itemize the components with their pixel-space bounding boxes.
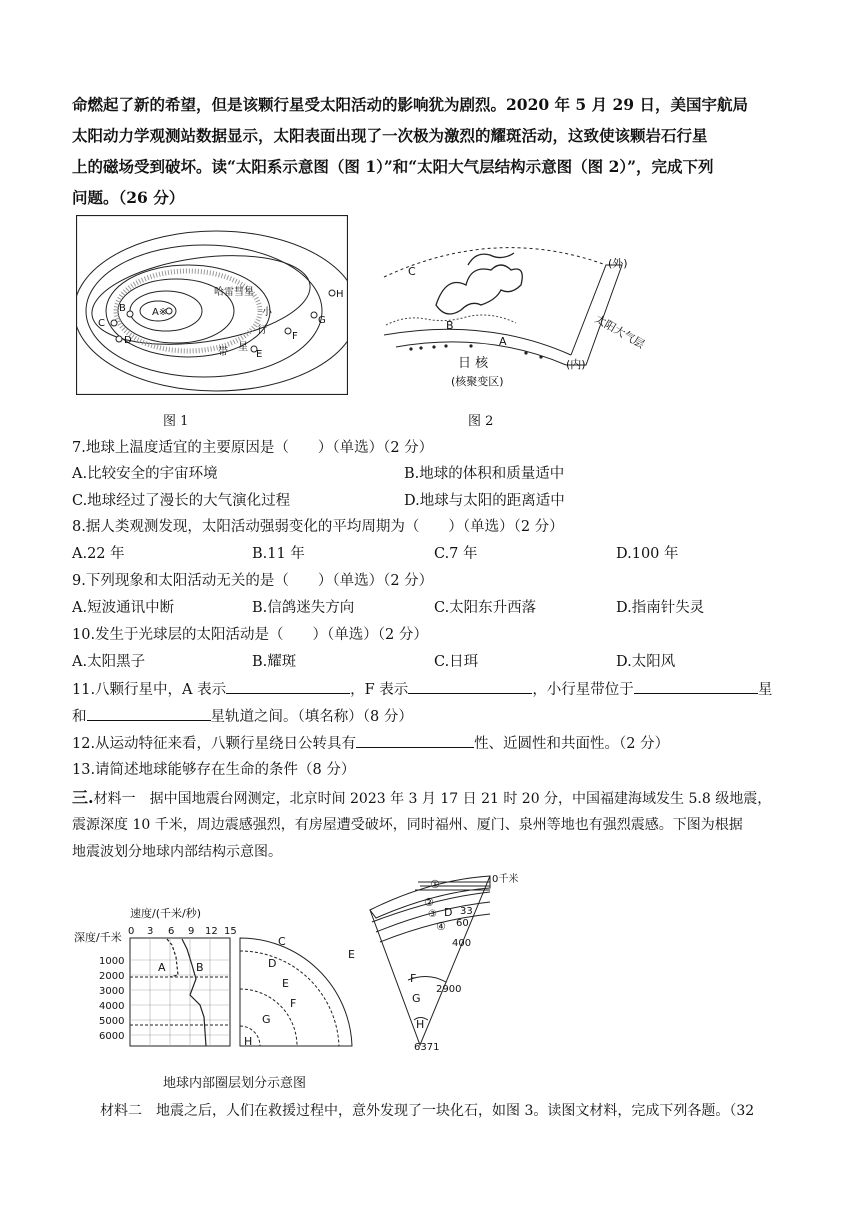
wave-b-label: B bbox=[196, 961, 204, 974]
section3-heading: 三. bbox=[72, 788, 94, 807]
layer-f-label: F bbox=[410, 972, 417, 985]
layer-e-label: E bbox=[348, 948, 355, 961]
depth-tick-4000: 4000 bbox=[99, 1001, 125, 1012]
planet-h-label: H bbox=[336, 289, 344, 300]
speed-tick-15: 15 bbox=[224, 926, 237, 937]
figure-2-caption: 图 2 bbox=[468, 414, 494, 429]
q9-option-a[interactable]: A.短波通讯中断 bbox=[72, 600, 175, 616]
q12-line bbox=[72, 733, 669, 754]
q11-blank-f[interactable] bbox=[408, 679, 532, 694]
section3-line-2: 震源深度 10 千米，周边震感强烈，有房屋遭受破坏，同时福州、厦门、泉州等地也有强烈震感。下图为根据 bbox=[72, 817, 743, 833]
section3-text-1: 材料一 据中国地震台网测定，北京时间 2023 年 3 月 17 日 21 时 20 分，中国福建海域发生 5.8 级地震， bbox=[93, 791, 772, 807]
planet-f-label: F bbox=[292, 331, 298, 342]
belt-char-2: 行 bbox=[257, 325, 267, 336]
q12-text-1: 12.从运动特征来看，八颗行星绕日公转具有 bbox=[72, 736, 357, 752]
planet-g-label: G bbox=[318, 315, 326, 326]
q9-option-c[interactable]: C.太阳东升西落 bbox=[434, 600, 537, 616]
planet-e-label: E bbox=[256, 349, 263, 360]
belt-char-1: 小 bbox=[262, 307, 272, 318]
q8-stem: 8.据人类观测发现，太阳活动强弱变化的平均周期为（ ）（单选）（2 分） bbox=[72, 519, 564, 535]
sector-f-label: F bbox=[290, 997, 297, 1010]
atmosphere-label: 太阳大气层 bbox=[592, 312, 647, 352]
layer-1-label: ① bbox=[430, 878, 440, 891]
speed-tick-9: 9 bbox=[188, 926, 195, 937]
q9-option-b[interactable]: B.信鸽迷失方向 bbox=[252, 600, 355, 616]
intro-line-3: 上的磁场受到破坏。读“太阳系示意图（图 1）”和“太阳大气层结构示意图（图 2）”，完成下列 bbox=[72, 157, 714, 176]
q11-blank-belt-2[interactable] bbox=[87, 706, 211, 721]
solar-system-figure bbox=[76, 215, 348, 395]
layer-4-label: ④ bbox=[436, 920, 446, 933]
layer-c-label: C bbox=[408, 265, 416, 278]
q11-text-4: 星 bbox=[757, 682, 773, 698]
speed-axis-label: 速度/(千米/秒) bbox=[130, 907, 201, 920]
q9-option-d[interactable]: D.指南针失灵 bbox=[616, 600, 705, 616]
seismic-wave-figure bbox=[72, 905, 362, 1053]
wave-a-label: A bbox=[158, 961, 166, 974]
speed-tick-0: 0 bbox=[128, 926, 135, 937]
figure-1-caption: 图 1 bbox=[163, 414, 189, 429]
q7-option-d[interactable]: D.地球与太阳的距离适中 bbox=[404, 493, 565, 509]
outer-label: (外) bbox=[608, 257, 628, 270]
q10-option-d[interactable]: D.太阳风 bbox=[616, 654, 676, 670]
q7-option-b[interactable]: B.地球的体积和质量适中 bbox=[404, 466, 565, 482]
q9-stem: 9.下列现象和太阳活动无关的是（ ）（单选）（2 分） bbox=[72, 573, 434, 589]
fusion-label: (核聚变区) bbox=[451, 375, 504, 388]
planet-c-label: C bbox=[98, 318, 105, 329]
q8-option-c[interactable]: C.7 年 bbox=[434, 546, 478, 562]
depth-tick-5000: 5000 bbox=[99, 1016, 125, 1027]
q11-text-1: 11.八颗行星中，A 表示 bbox=[72, 682, 227, 698]
intro-line-2: 太阳动力学观测站数据显示，太阳表面出现了一次极为激烈的耀斑活动，这致使该颗岩石行星 bbox=[72, 126, 708, 145]
q8-option-a[interactable]: A.22 年 bbox=[72, 546, 125, 562]
layer-d-label: D bbox=[444, 906, 453, 919]
layer-2-label: ② bbox=[424, 896, 434, 909]
belt-char-3: 星 bbox=[238, 342, 248, 353]
q8-option-d[interactable]: D.100 年 bbox=[616, 546, 679, 562]
sector-h-label: H bbox=[244, 1035, 253, 1048]
speed-tick-3: 3 bbox=[147, 926, 154, 937]
figure-3-caption: 地球内部圈层划分示意图 bbox=[163, 1076, 307, 1091]
q10-option-a[interactable]: A.太阳黑子 bbox=[72, 654, 146, 670]
layer-h-label: H bbox=[416, 1018, 425, 1031]
inner-label: (内) bbox=[566, 358, 586, 371]
q7-option-a[interactable]: A.比较安全的宇宙环境 bbox=[72, 466, 218, 482]
core-label: 日 核 bbox=[458, 356, 489, 371]
planet-d-label: D bbox=[124, 335, 132, 346]
q11-blank-belt-1[interactable] bbox=[634, 679, 758, 694]
sector-c-label: C bbox=[278, 935, 286, 948]
q11-line-2 bbox=[72, 706, 413, 727]
sun-atmosphere-figure bbox=[376, 225, 676, 400]
q11-text-5: 和 bbox=[72, 709, 87, 725]
layer-b-label: B bbox=[446, 319, 454, 332]
planet-b-label: B bbox=[119, 303, 126, 314]
sector-e-label: E bbox=[282, 977, 289, 990]
sector-d-label: D bbox=[268, 957, 277, 970]
depth-0-label: 0千米 bbox=[492, 874, 519, 885]
depth-axis-label: 深度/千米 bbox=[74, 931, 122, 944]
q7-stem: 7.地球上温度适宜的主要原因是（ ）（单选）（2 分） bbox=[72, 440, 434, 456]
depth-400-label: 400 bbox=[452, 938, 472, 949]
depth-tick-3000: 3000 bbox=[99, 986, 125, 997]
q12-text-2: 性、近圆性和共面性。（2 分） bbox=[474, 736, 670, 752]
sector-g-label: G bbox=[262, 1013, 271, 1026]
q10-option-b[interactable]: B.耀斑 bbox=[252, 654, 297, 670]
speed-tick-6: 6 bbox=[168, 926, 175, 937]
q8-option-b[interactable]: B.11 年 bbox=[252, 546, 305, 562]
section3-line-3: 地震波划分地球内部结构示意图。 bbox=[72, 844, 282, 860]
q11-blank-a[interactable] bbox=[226, 679, 350, 694]
depth-6371-label: 6371 bbox=[414, 1042, 440, 1052]
depth-tick-1000: 1000 bbox=[99, 956, 125, 967]
depth-tick-6000: 6000 bbox=[99, 1031, 125, 1042]
q11-text-3: ，小行星带位于 bbox=[532, 682, 634, 698]
q12-blank[interactable] bbox=[356, 733, 474, 748]
sun-label: A※ bbox=[152, 307, 168, 318]
depth-2900-label: 2900 bbox=[436, 984, 462, 995]
depth-33-label: 33 bbox=[460, 906, 473, 917]
q13-stem: 13.请简述地球能够存在生命的条件（8 分） bbox=[72, 762, 356, 778]
q7-option-c[interactable]: C.地球经过了漫长的大气演化过程 bbox=[72, 493, 291, 509]
depth-60-label: 60 bbox=[456, 918, 469, 929]
q11-text-2: ，F 表示 bbox=[350, 682, 409, 698]
earth-layers-figure bbox=[340, 870, 520, 1052]
layer-a-label: A bbox=[499, 335, 507, 348]
layer-3-label: ③ bbox=[428, 909, 437, 920]
section3-line-1 bbox=[72, 788, 771, 809]
halley-comet-label: 哈雷彗星 bbox=[214, 287, 254, 298]
q10-stem: 10.发生于光球层的太阳活动是（ ）（单选）（2 分） bbox=[72, 627, 428, 643]
layer-g-label: G bbox=[412, 992, 421, 1005]
belt-char-4: 带 bbox=[218, 347, 228, 358]
q11-line-1 bbox=[72, 679, 772, 700]
depth-tick-2000: 2000 bbox=[99, 971, 125, 982]
intro-line-1: 命燃起了新的希望，但是该颗行星受太阳活动的影响犹为剧烈。2020 年 5 月 29 日，美国宇航局 bbox=[72, 95, 748, 114]
q11-text-6: 星轨道之间。（填名称）（8 分） bbox=[210, 709, 413, 725]
speed-tick-12: 12 bbox=[205, 926, 218, 937]
intro-line-4: 问题。（26 分） bbox=[72, 188, 185, 207]
material-two: 材料二 地震之后，人们在救援过程中，意外发现了一块化石，如图 3。读图文材料，完成下列各题。（32 bbox=[100, 1103, 755, 1119]
q10-option-c[interactable]: C.日珥 bbox=[434, 654, 479, 670]
